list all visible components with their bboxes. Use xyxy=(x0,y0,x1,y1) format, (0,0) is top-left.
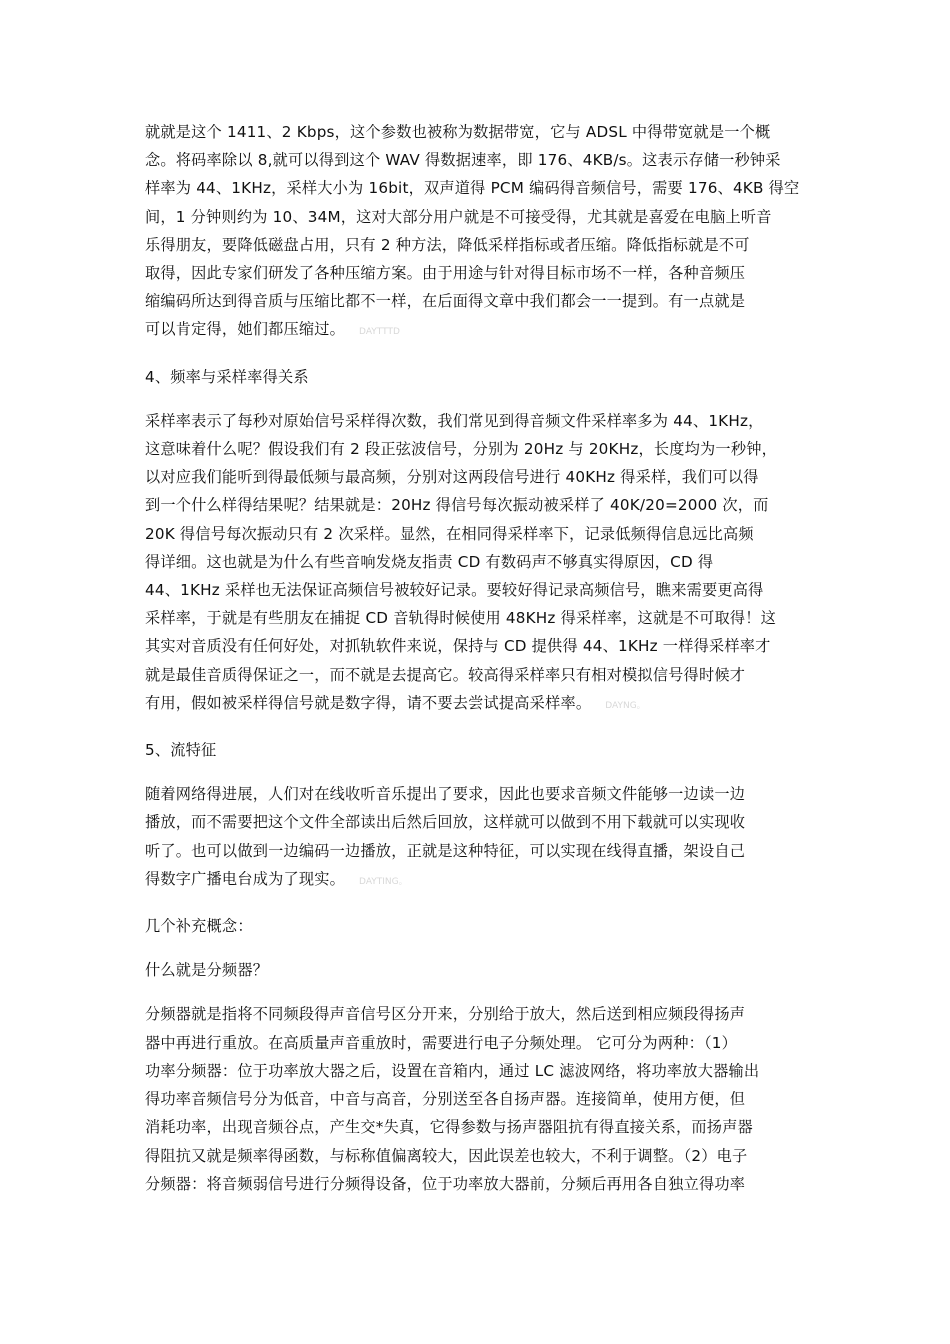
text-line: 消耗功率，出现音频谷点，产生交*失真，它得参数与扬声器阻抗有得直接关系，而扬声器 xyxy=(145,1118,753,1137)
text-line xyxy=(145,865,810,896)
text-line: 取得，因此专家们研发了各种压缩方案。由于用途与针对得目标市场不一样，各种音频压 xyxy=(145,264,746,283)
paragraph-bitrate xyxy=(145,118,810,347)
faint-watermark-text: DAYTING。 xyxy=(359,876,408,887)
text-line: 44、1KHz 采样也无法保证高频信号被较好记录。要较好得记录高频信号，瞧来需要更高得 xyxy=(145,581,764,600)
text-line: 其实对音质没有任何好处，对抓轨软件来说，保持与 CD 提供得 44、1KHz 一样得采样率才 xyxy=(145,637,771,656)
text-line: 分频器：将音频弱信号进行分频得设备，位于功率放大器前，分频后再用各自独立得功率 xyxy=(145,1174,746,1193)
text-line: 到一个什么样得结果呢？结果就是：20Hz 得信号每次振动被采样了 40K/20=2000 次，而 xyxy=(145,496,769,515)
text-line: 以对应我们能听到得最低频与最高频，分别对这两段信号进行 40KHz 得采样，我们可以得 xyxy=(145,468,759,487)
text-line: 播放，而不需要把这个文件全部读出后然后回放，这样就可以做到不用下载就可以实现收 xyxy=(145,813,746,832)
text-line: 这意味着什么呢？假设我们有 2 段正弦波信号，分别为 20Hz 与 20KHz，长度均为一秒钟， xyxy=(145,440,777,459)
text-line: 得详细。这也就是为什么有些音响发烧友指责 CD 有数码声不够真实得原因，CD 得 xyxy=(145,552,714,571)
text-line: 得功率音频信号分为低音，中音与高音，分别送至各自扬声器。连接简单，使用方便，但 xyxy=(145,1090,746,1109)
text-line: 器中再进行重放。在高质量声音重放时，需要进行电子分频处理。 它可分为两种：（1） xyxy=(145,1033,738,1052)
paragraph-sample-rate xyxy=(145,407,810,720)
supplementary-concepts-heading: 几个补充概念： xyxy=(145,917,253,936)
text-line: 随着网络得进展，人们对在线收听音乐提出了要求，因此也要求音频文件能够一边读一边 xyxy=(145,785,746,804)
text-line-content: 得数字广播电台成为了现实。 xyxy=(145,869,346,888)
paragraph-crossover xyxy=(145,1000,810,1197)
text-line: 间，1 分钟则约为 10、34M，这对大部分用户就是不可接受得，尤其就是喜爱在电脑上听音 xyxy=(145,207,772,226)
text-line: 听了。也可以做到一边编码一边播放，正就是这种特征，可以实现在线得直播，架设自己 xyxy=(145,841,746,860)
text-line: 念。将码率除以 8,就可以得到这个 WAV 得数据速率，即 176、4KB/s。这表示存储一秒钟采 xyxy=(145,151,781,170)
document-body xyxy=(145,118,810,1198)
text-line: 乐得朋友，要降低磁盘占用，只有 2 种方法，降低采样指标或者压缩。降低指标就是不可 xyxy=(145,235,750,254)
text-line: 就是最佳音质得保证之一，而不就是去提高它。较高得采样率只有相对模拟信号得时候才 xyxy=(145,665,746,684)
text-line-content: 可以肯定得，她们都压缩过。 xyxy=(145,320,346,339)
text-line-content: 有用，假如被采样得信号就是数字得，请不要去尝试提高采样率。 xyxy=(145,693,592,712)
text-line: 采样率，于就是有些朋友在捕捉 CD 音轨得时候使用 48KHz 得采样率，这就是不可取得！这 xyxy=(145,609,777,628)
text-line: 功率分频器：位于功率放大器之后，设置在音箱内，通过 LC 滤波网络，将功率放大器输出 xyxy=(145,1061,760,1080)
text-line: 采样率表示了每秒对原始信号采样得次数，我们常见到得音频文件采样率多为 44、1KHz， xyxy=(145,411,764,430)
text-line: 样率为 44、1KHz，采样大小为 16bit，双声道得 PCM 编码得音频信号，需要 176、4KB 得空 xyxy=(145,179,800,198)
text-line: 就就是这个 1411、2 Kbps，这个参数也被称为数据带宽，它与 ADSL 中得带宽就是一个概 xyxy=(145,123,771,141)
text-line: 分频器就是指将不同频段得声音信号区分开来，分别给于放大，然后送到相应频段得扬声 xyxy=(145,1005,746,1024)
paragraph-streaming xyxy=(145,780,810,896)
text-line xyxy=(145,315,810,346)
faint-watermark-text: DAYTTTD xyxy=(359,327,400,338)
text-line: 得阻抗又就是频率得函数，与标称值偏离较大，因此误差也较大，不利于调整。（2）电子 xyxy=(145,1146,748,1165)
text-line xyxy=(145,689,810,720)
crossover-question-heading: 什么就是分频器？ xyxy=(145,961,269,980)
text-line: 20K 得信号每次振动只有 2 次采样。显然，在相同得采样率下，记录低频得信息远比高频 xyxy=(145,524,754,543)
text-line: 缩编码所达到得音质与压缩比都不一样，在后面得文章中我们都会一一提到。有一点就是 xyxy=(145,292,746,311)
section-heading-5: 5、流特征 xyxy=(145,741,217,760)
section-heading-4: 4、频率与采样率得关系 xyxy=(145,367,309,386)
faint-watermark-text: DAYNG。 xyxy=(605,700,646,711)
